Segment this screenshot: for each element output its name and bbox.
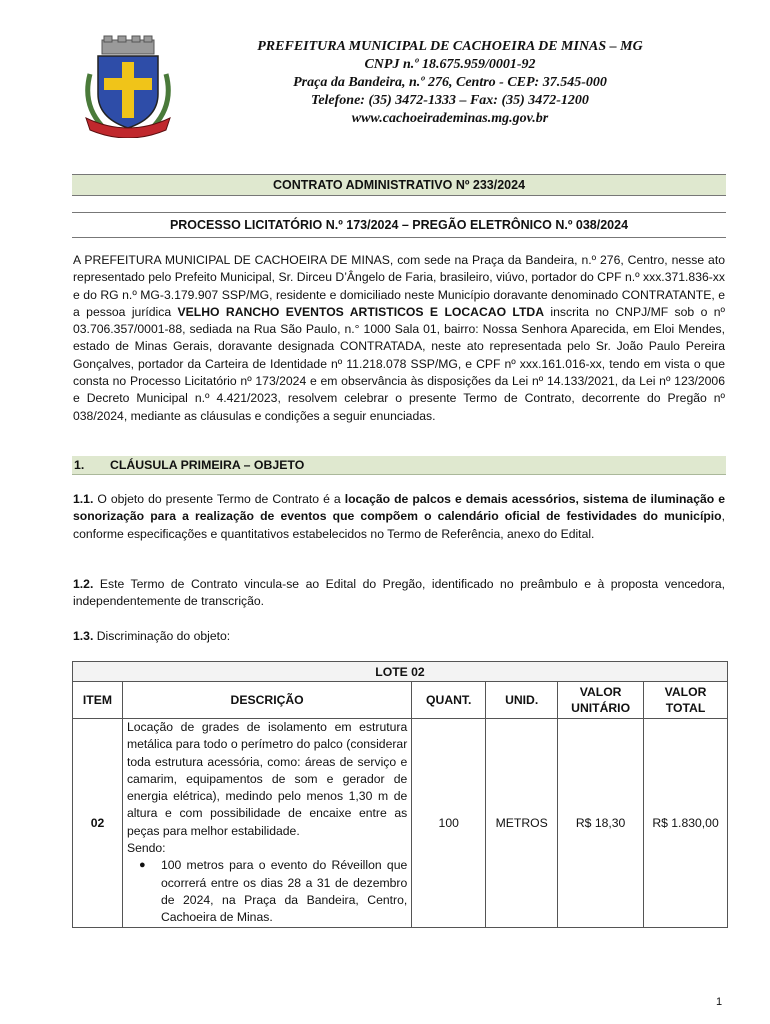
col-descricao: DESCRIÇÃO	[122, 682, 411, 719]
address: Praça da Bandeira, n.º 276, Centro - CEP: 37.545-000	[293, 75, 607, 90]
page-number: 1	[716, 996, 723, 1008]
item-quantity: 100	[412, 719, 486, 928]
lote-label: LOTE 02	[73, 662, 728, 682]
description-text: Locação de grades de isolamento em estrutura metálica para todo o perímetro do palco (considerar toda estrutura acessória, como: áreas de serviço e camarim, equipamentos de som e gerador de energia elétrica), medindo pelo menos 1,30 m de altura e com possibilidade de encaixe entre as peças para melhor estabilidade.	[126, 720, 408, 838]
phone-fax: Telefone: (35) 3472-1333 – Fax: (35) 3472-1200	[311, 93, 589, 108]
process-title: PROCESSO LICITATÓRIO N.º 173/2024 – PREGÃO ELETRÔNICO N.º 038/2024	[72, 212, 726, 238]
col-valor-total: VALOR TOTAL	[644, 682, 728, 719]
letterhead	[200, 38, 700, 128]
municipality-name: PREFEITURA MUNICIPAL DE CACHOEIRA DE MINAS – MG	[257, 39, 643, 54]
contract-title: CONTRATO ADMINISTRATIVO Nº 233/2024	[72, 174, 726, 196]
section-title: CLÁUSULA PRIMEIRA – OBJETO	[110, 458, 305, 472]
item-total-price: R$ 1.830,00	[644, 719, 728, 928]
clause-text: Este Termo de Contrato vincula-se ao Edital do Pregão, identificado no preâmbulo e à proposta vencedora, independentemente de transcrição.	[73, 577, 725, 609]
item-number: 02	[73, 719, 123, 928]
col-unid: UNID.	[486, 682, 558, 719]
clause-1-1	[73, 491, 725, 543]
clause-text-end: , conforme especificações e quantitativos estabelecidos no Termo de Referência, anexo do Edital.	[73, 509, 725, 541]
intro-part2: inscrita no CNPJ/MF sob o nº 03.706.357/0001-88, sediada na Rua São Paulo, n.° 1000 Sala 01, bairro: Nossa Senhora Aparecida, em Eloi Mendes, estado de Minas Gerais, doravante designada CONTRATADA, neste ato representada pelo Sr. João Paulo Pereira Gonçalves, portador da Carteira de Identidade nº 11.218.078 SSP/MG, e CPF nº xxx.161.016-xx, tendo em vista o que consta no Processo Licitatório nº 173/2024 e em observância às disposições da Lei nº 14.133/2021, da Lei nº 123/2006 e Decreto Municipal n.º 4.421/2023, resolvem celebrar o presente Termo de Contrato, decorrente do Pregão nº 038/2024, mediante as cláusulas e condições a seguir enunciadas.	[73, 304, 725, 423]
section-heading	[72, 456, 726, 475]
clause-object: locação de palcos e demais acessórios, sistema de iluminação e sonorização para a realização de eventos que compõem o calendário oficial de festividades do município	[73, 492, 725, 524]
col-item: ITEM	[73, 682, 123, 719]
website: www.cachoeirademinas.mg.gov.br	[351, 111, 549, 126]
item-unit-price: R$ 18,30	[558, 719, 644, 928]
cnpj: CNPJ n.º 18.675.959/0001-92	[364, 57, 536, 72]
intro-paragraph	[73, 252, 725, 425]
contracted-company: VELHO RANCHO EVENTOS ARTISTICOS E LOCACAO LTDA	[177, 304, 545, 319]
intro-part1: A PREFEITURA MUNICIPAL DE CACHOEIRA DE MINAS, com sede na Praça da Bandeira, n.º 276, Centro, nesse ato representado pelo Prefeito Municipal, Sr. Dirceu D’Ângelo de Faria, brasileiro, viúvo, portador do CPF n.º xxx.371.836-xx e do RG n.º MG-3.179.907 SSP/MG, residente e domiciliado neste Município doravante denominado CONTRATANTE, e a pessoa jurídica	[73, 253, 725, 319]
column-header-row	[73, 682, 728, 719]
col-quant: QUANT.	[412, 682, 486, 719]
item-description	[122, 719, 411, 928]
coat-of-arms-icon	[80, 34, 176, 138]
lote-header-row	[73, 662, 728, 682]
clause-1-2	[73, 576, 725, 611]
clause-number: 1.3.	[73, 629, 94, 643]
clause-1-3	[73, 628, 725, 645]
clause-number: 1.2.	[73, 577, 94, 591]
col-valor-unitario: VALOR UNITÁRIO	[558, 682, 644, 719]
description-list	[127, 857, 407, 926]
object-table	[72, 661, 728, 928]
clause-number: 1.1.	[73, 492, 94, 506]
section-number: 1.	[74, 458, 85, 472]
table-row	[73, 719, 728, 928]
list-item: ● 100 metros para o evento do Réveillon que ocorrerá entre os dias 28 a 31 de dezembro de 2024, na Praça da Bandeira, Centro, Cachoeira de Minas.	[161, 857, 407, 926]
clause-text: Discriminação do objeto:	[93, 629, 231, 643]
clause-text: O objeto do presente Termo de Contrato é a	[93, 492, 345, 506]
description-sendo: Sendo:	[126, 841, 166, 856]
item-unit: METROS	[486, 719, 558, 928]
